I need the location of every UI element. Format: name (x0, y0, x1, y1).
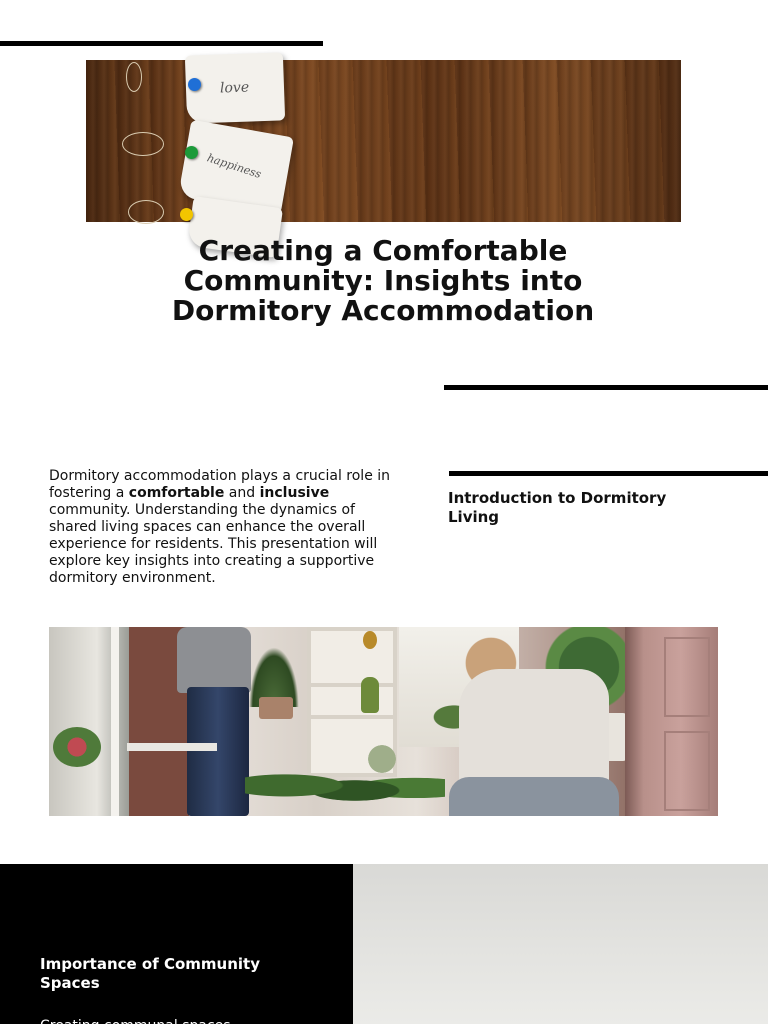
middle-divider (444, 385, 768, 390)
intro-text-part: community. Understanding the dynamics of shared living spaces can enhance the overall experience for residents. This presentation will explore key insights into creating a supportive dormitory environment. (49, 502, 378, 586)
yellow-pushpin-icon (180, 208, 193, 221)
floor-plants (245, 765, 445, 816)
section-body-text: Creating communal spaces (40, 1018, 231, 1034)
twine-string (128, 200, 164, 224)
shelf-board (311, 683, 393, 687)
dormitory-plants-photo (49, 627, 718, 816)
hero-image-wood-tags (86, 60, 681, 222)
twine-string (126, 62, 142, 92)
light-image-panel (353, 864, 768, 1024)
plant-pot (259, 697, 293, 719)
door-panel (664, 637, 710, 717)
page-title: Creating a Comfortable Community: Insights into Dormitory Accommodation (171, 234, 595, 327)
intro-paragraph (49, 468, 399, 587)
blue-pushpin-icon (188, 78, 201, 91)
flower-plant (53, 727, 101, 767)
intro-bold-text: inclusive (259, 485, 330, 501)
bench (127, 743, 217, 751)
woman-jeans (449, 777, 619, 816)
intro-divider (449, 471, 768, 476)
twine-string (122, 132, 164, 156)
top-divider (0, 41, 323, 46)
tag-text: happiness (205, 151, 263, 182)
section-heading: Importance of Community Spaces (40, 955, 260, 992)
amber-vase (363, 631, 377, 649)
shelf-board (311, 715, 393, 719)
intro-text-part: and (224, 485, 260, 501)
intro-heading: Introduction to Dormitory Living (448, 489, 667, 526)
intro-bold-text: comfortable (128, 485, 225, 501)
woman-hoodie (459, 669, 609, 789)
tag-text: love (219, 79, 250, 97)
green-vase (361, 677, 379, 713)
person-sweater (177, 627, 251, 693)
person-jeans (187, 687, 249, 816)
door-panel (664, 731, 710, 811)
intro-text-part: Dormitory accommodation plays a crucial role in fostering a (49, 468, 391, 501)
door-frame (111, 627, 119, 816)
green-pushpin-icon (185, 146, 198, 159)
